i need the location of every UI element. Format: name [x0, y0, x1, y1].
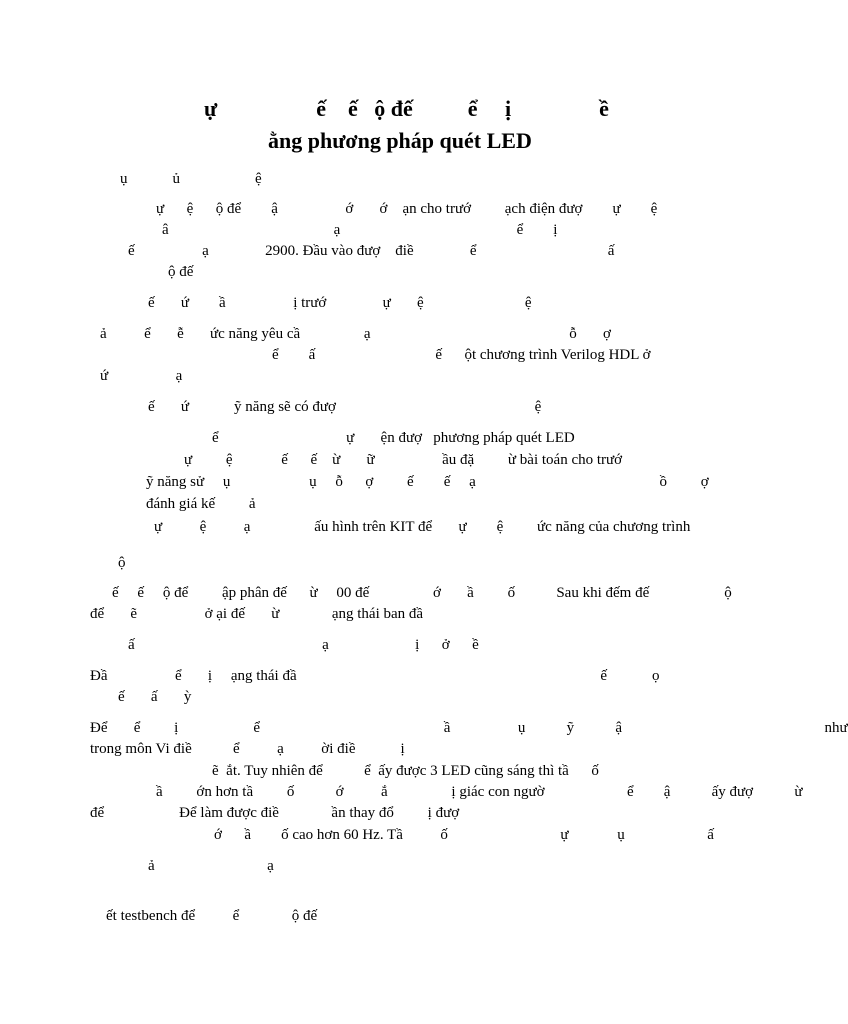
paragraph-line: ả ạ	[148, 858, 274, 874]
list-item: đánh giá kế ả	[146, 496, 256, 512]
paragraph-line: ấ ạ ị ở ề	[128, 637, 479, 653]
paragraph-line: ế ạ 2900. Đầu vào đượ điề ể ấ	[128, 243, 615, 259]
paragraph-line: ự ệ ộ để ậ ớ ớ ạn cho trướ ạch điện đượ ự ệ	[156, 201, 658, 217]
section-heading: ộ	[118, 555, 126, 571]
paragraph-line: ế ế ộ để ập phân đế ừ 00 đế ớ ầ ố Sau khi đếm đế ộ	[112, 585, 732, 601]
paragraph-line: ứ ạ	[100, 368, 183, 384]
paragraph-line: ộ đế	[168, 264, 194, 280]
paragraph-line: â ạ ể ị	[162, 222, 558, 238]
list-item: ự ệ ạ ấu hình trên KIT để ự ệ ức năng của chương trình	[154, 519, 691, 535]
paragraph-line: trong môn Vi điề ể ạ ời điề ị	[90, 741, 405, 757]
list-item: ể ự ện đượ phương pháp quét LED	[212, 430, 575, 446]
document-title-line-2: ằng phương pháp quét LED	[268, 128, 532, 153]
section-heading: ết testbench để ể ộ đế	[106, 908, 318, 924]
paragraph-line: ế ứ ầ ị trướ ự ệ ệ	[148, 295, 532, 311]
list-item: ự ệ ế ế ừ ữ ầu đặ ừ bài toán cho trướ	[184, 452, 623, 468]
paragraph-line: để ẽ ở ại đế ừ ạng thái ban đầ	[90, 606, 424, 622]
paragraph-line: ế ấ ỳ	[118, 689, 192, 705]
paragraph-line: để Để làm được điề ần thay đổ ị đượ	[90, 805, 460, 821]
document-title-line-1: ự ế ế ộ đế ể ị ề	[204, 96, 609, 121]
paragraph-line: ầ ớn hơn tầ ố ớ ắ ị giác con ngườ ể ậ ấy đượ ừ	[156, 784, 803, 800]
paragraph-line: Đầ ể ị ạng thái đầ ế ọ	[90, 668, 660, 684]
paragraph-line: ể ấ ế ột chương trình Verilog HDL ở	[272, 347, 651, 363]
paragraph-line: ế ứ ỹ năng sẽ có đượ ệ	[148, 399, 542, 415]
paragraph-line: ẽ ắt. Tuy nhiên để ể ấy được 3 LED cũng sáng thì tầ ố	[212, 763, 599, 779]
paragraph-line: ả ể ễ ức năng yêu cầ ạ ỗ ợ	[100, 326, 611, 342]
paragraph-line: Để ể ị ể ầ ụ ỹ ậ như	[90, 720, 848, 736]
section-heading: ụ ủ ệ	[120, 171, 262, 187]
list-item: ỹ năng sử ụ ụ ỗ ợ ế ế ạ ồ ợ	[146, 474, 709, 490]
paragraph-line: ớ ầ ố cao hơn 60 Hz. Tầ ố ự ụ ấ	[214, 827, 714, 843]
